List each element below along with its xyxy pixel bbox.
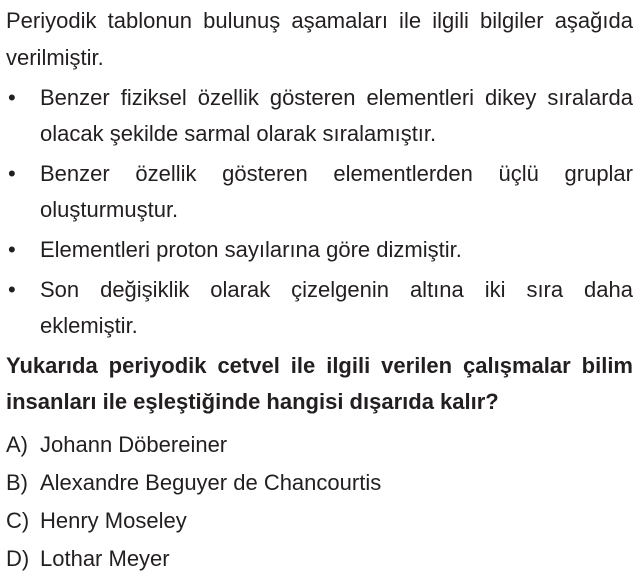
bullet-dot-icon: • <box>8 85 16 110</box>
option-letter: B) <box>6 470 28 495</box>
option-letter: C) <box>6 508 30 533</box>
option-text: Alexandre Beguyer de Chancourtis <box>40 470 382 495</box>
bullet-item <box>6 80 633 152</box>
bullet-dot-icon: • <box>8 237 16 262</box>
bullet-item <box>6 232 633 268</box>
bullet-text: Benzer özellik gösteren elementlerden üçlü gruplar oluşturmuştur. <box>40 161 633 222</box>
option-letter: D) <box>6 546 30 571</box>
bullet-dot-icon: • <box>8 161 16 186</box>
option-text: Henry Moseley <box>40 508 187 533</box>
bullet-dot-icon: • <box>8 277 16 302</box>
bullet-item <box>6 156 633 228</box>
option-letter: A) <box>6 432 28 457</box>
option-c[interactable] <box>6 502 633 540</box>
option-b[interactable] <box>6 464 633 502</box>
bullet-text: Son değişiklik olarak çizelgenin altına iki sıra daha eklemiştir. <box>40 277 633 338</box>
bullet-text: Elementleri proton sayılarına göre dizmiştir. <box>40 237 462 262</box>
intro-text: Periyodik tablonun bulunuş aşamaları ile ilgili bilgiler aşağıda verilmiştir. <box>6 8 633 70</box>
bullet-list <box>6 80 633 344</box>
option-a[interactable] <box>6 426 633 464</box>
bullet-text: Benzer fiziksel özellik gösteren elementleri dikey sıralarda olacak şekilde sarmal olarak sıralamıştır. <box>40 85 633 146</box>
answer-options <box>6 426 633 578</box>
option-d[interactable] <box>6 540 633 578</box>
option-text: Johann Döbereiner <box>40 432 228 457</box>
question-text: Yukarıda periyodik cetvel ile ilgili verilen çalışmalar bilim insanları ile eşleştiğinde hangisi dışarıda kalır? <box>6 353 633 414</box>
option-text: Lothar Meyer <box>40 546 170 571</box>
bullet-item <box>6 272 633 344</box>
